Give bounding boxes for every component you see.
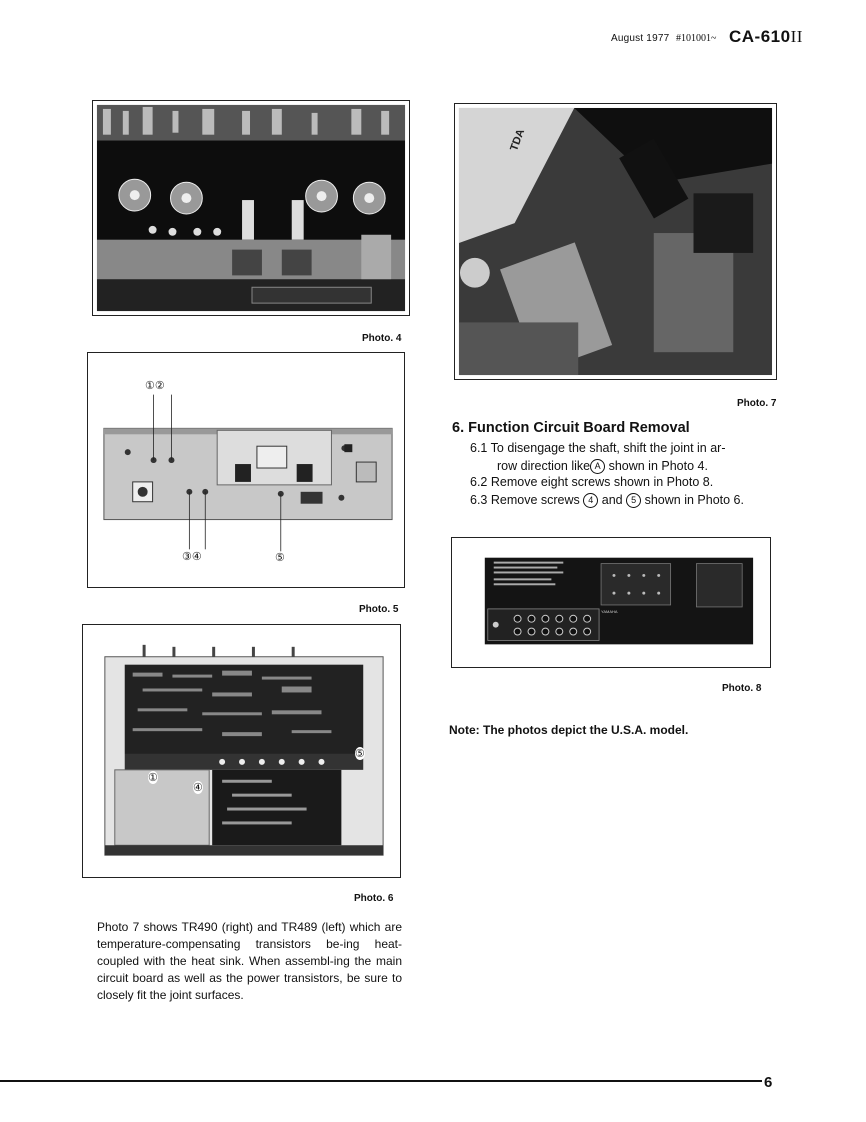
photo-8	[451, 537, 771, 668]
photo-5	[87, 352, 405, 588]
arrow-a-symbol: A	[590, 459, 605, 474]
photo-5-caption: Photo. 5	[359, 604, 399, 615]
step-6-3-num: 6.3	[470, 493, 488, 507]
photo-7-caption: Photo. 7	[737, 398, 777, 409]
step-6-1-num: 6.1	[470, 441, 488, 455]
screw-4-symbol: 4	[583, 493, 598, 508]
step-6-1-text-b1: row direction like	[497, 459, 591, 473]
photo-8-image	[452, 538, 770, 667]
model-suffix: II	[790, 27, 803, 46]
photo-7	[454, 103, 777, 380]
photo-4-image	[93, 101, 409, 315]
photo-6-callout-5: ⑤	[355, 748, 365, 760]
step-6-2	[470, 474, 770, 491]
photo-8-caption: Photo. 8	[722, 683, 762, 694]
screw-5-symbol: 5	[626, 493, 641, 508]
step-6-1-text-b2: shown in Photo 4.	[608, 459, 708, 473]
header-serial: #101001~	[676, 33, 717, 44]
photo-6-callout-4: ④	[193, 782, 203, 794]
photo-4-caption: Photo. 4	[362, 333, 402, 344]
photo-6-image	[83, 625, 400, 877]
model-note: Note: The photos depict the U.S.A. model.	[449, 723, 689, 737]
header-model	[729, 27, 803, 47]
step-6-1	[470, 440, 770, 457]
step-6-3	[470, 492, 775, 509]
step-6-3-text-c: shown in Photo 6.	[644, 493, 744, 507]
step-6-3-text-b: and	[601, 493, 623, 507]
footer-rule	[0, 1080, 762, 1082]
header-date: August 1977	[611, 33, 670, 44]
body-paragraph: Photo 7 shows TR490 (right) and TR489 (left) which are temperature-compensating transistors be-ing heat-coupled with the heat sink. When assembl-ing the main circuit board as well as the power transistors, be sure to closely fit the joint surfaces.	[97, 920, 402, 1002]
photo-5-callout-3-4: ③④	[182, 551, 202, 563]
page-number: 6	[764, 1074, 773, 1091]
step-6-2-text: Remove eight screws shown in Photo 8.	[490, 475, 714, 489]
section-title: 6. Function Circuit Board Removal	[452, 420, 690, 436]
step-6-3-text-a: Remove screws	[490, 493, 580, 507]
photo-8-brand: YAMAHA	[601, 608, 618, 614]
photo-4	[92, 100, 410, 316]
photo-5-callout-5: ⑤	[275, 552, 285, 564]
photo-6	[82, 624, 401, 878]
model-name: CA-610	[729, 27, 791, 46]
photo-7-label: TDA	[508, 127, 528, 153]
step-6-1-cont	[497, 458, 777, 475]
step-6-2-num: 6.2	[470, 475, 488, 489]
photo-6-callout-1: ①	[148, 772, 158, 784]
photo-7-image	[455, 104, 776, 379]
step-6-1-text-a: To disengage the shaft, shift the joint in ar-	[490, 441, 726, 455]
photo-5-image	[88, 353, 404, 587]
photo-6-caption: Photo. 6	[354, 893, 394, 904]
photo-5-callout-1-2: ①②	[145, 380, 165, 392]
